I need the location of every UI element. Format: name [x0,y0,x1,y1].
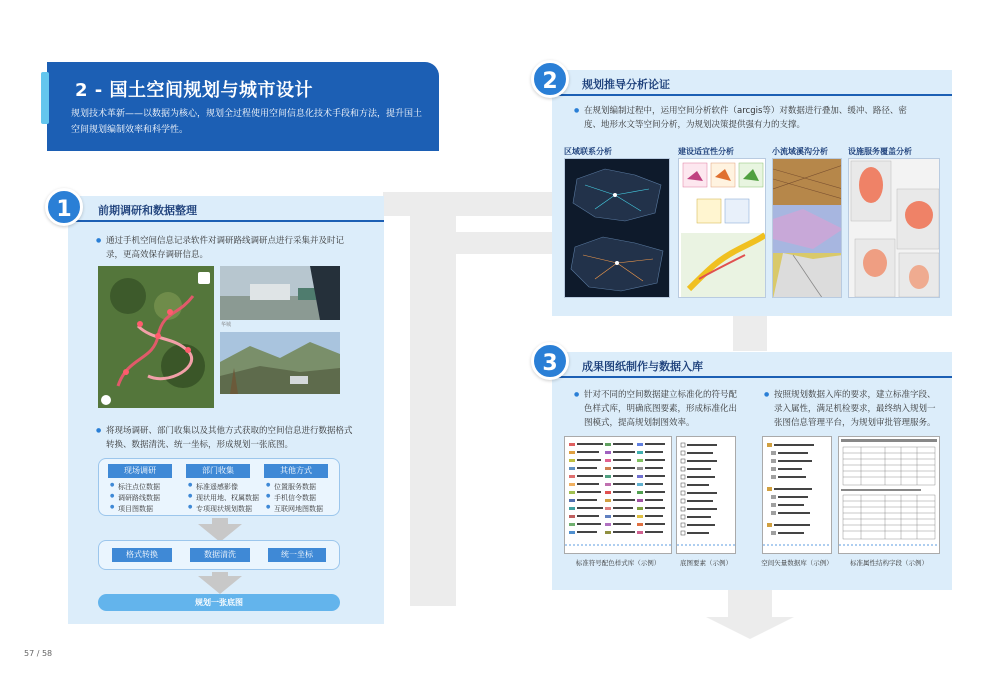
connector-band [728,590,772,618]
attribute-structure-doc [838,436,940,554]
connector-band [733,316,767,351]
section-1-bullet-2: ● 将现场调研、部门收集以及其他方式获取的空间信息进行数据格式转换、数据清洗、统一坐标，形成规划一张底图。 [96,424,358,452]
column-item: ● 标准遥感影像 [188,482,238,492]
region-link-map [564,158,670,298]
section-3-bullet-right: ● 按照规划数据入库的要求，建立标准字段、录入属性，满足机检要求，最终纳入规划一张图信息管理平台，为规划审批管理服务。 [764,388,940,430]
column-item: ● 互联网地图数据 [266,504,323,514]
column-item: ● 位置服务数据 [266,482,316,492]
column-item: ● 标注点位数据 [110,482,160,492]
section-2-number-badge: 2 [531,60,569,98]
section-1-title: 前期调研和数据整理 [98,204,197,217]
facility-coverage-map [848,158,940,298]
title-block [47,62,439,151]
section-3-bullet-left: ● 针对不同的空间数据建立标准化的符号配色样式库，明确底图要素，形成标准化出图模式，提高规划制图效率。 [574,388,744,430]
column-item: ● 现状用地、权属数据 [188,493,259,503]
section-2-bullet: ● 在规划编制过程中，运用空间分析软件（arcgis等）对数据进行叠加、缓冲、路径、密度、地形水文等空间分析，为规划决策提供强有力的支撑。 [574,104,918,132]
analysis-title: 设施服务覆盖分析 [848,147,912,156]
page-number: 57 / 58 [24,649,53,658]
section-2-title: 规划推导分析论证 [582,78,670,91]
column-item: ● 手机信令数据 [266,493,316,503]
section-1-header [68,196,384,222]
column-item: ● 调研路线数据 [110,493,160,503]
doc-caption: 标准符号配色样式库（示例） [575,559,661,567]
connector-band [456,232,552,254]
section-1-panel [68,196,384,624]
field-survey-map [98,266,214,408]
photo-caption: 华城 [221,322,232,328]
section-3-number-badge: 3 [531,342,569,380]
final-base-map-bar: 规划一张底图 [98,594,340,611]
section-2-panel [552,70,952,316]
down-arrow-icon [706,617,794,639]
section-3-header [552,352,952,378]
survey-photo-industrial [220,266,340,320]
column-item: ● 项目图数据 [110,504,153,514]
section-3-panel [552,352,952,590]
step-unify-coordinates: 统一坐标 [268,548,326,562]
title-description: 规划技术革新——以数据为核心，规划全过程使用空间信息化技术手段和方法，提升国土空间规划编制效率和科学性。 [71,109,423,135]
analysis-title: 小流域溪沟分析 [772,147,828,156]
section-divider [552,94,952,96]
survey-photo-mountain [220,332,340,394]
section-3-title: 成果图纸制作与数据入库 [582,360,703,373]
column-title-other: 其他方式 [264,464,328,478]
watershed-stream-map [772,158,842,298]
step-format-convert: 格式转换 [112,548,172,562]
page-title: 2 - 国土空间规划与城市设计 [75,80,314,101]
title-tab [41,72,49,124]
connector-band [410,216,456,606]
connector-band [383,192,553,216]
doc-caption: 标准属性结构字段（示例） [850,559,928,567]
construction-suitability-map [678,158,766,298]
analysis-title: 区域联系分析 [564,147,612,156]
analysis-title: 建设适宜性分析 [678,147,734,156]
column-title-department: 部门收集 [186,464,250,478]
doc-caption: 空间矢量数据库（示例） [761,559,833,567]
section-divider [68,220,384,222]
symbol-library-doc [564,436,672,554]
section-divider [552,376,952,378]
step-data-clean: 数据清洗 [190,548,250,562]
column-item: ● 专项现状规划数据 [188,504,252,514]
doc-caption: 底图要素（示例） [680,559,732,567]
section-2-header [552,70,952,96]
base-elements-doc [676,436,736,554]
column-title-field-survey: 现场调研 [108,464,172,478]
vector-database-doc [762,436,832,554]
section-1-bullet-1: ● 通过手机空间信息记录软件对调研路线调研点进行采集并及时记录，更高效保存调研信息。 [96,234,356,262]
down-arrow-icon [198,576,242,594]
section-1-number-badge: 1 [45,188,83,226]
